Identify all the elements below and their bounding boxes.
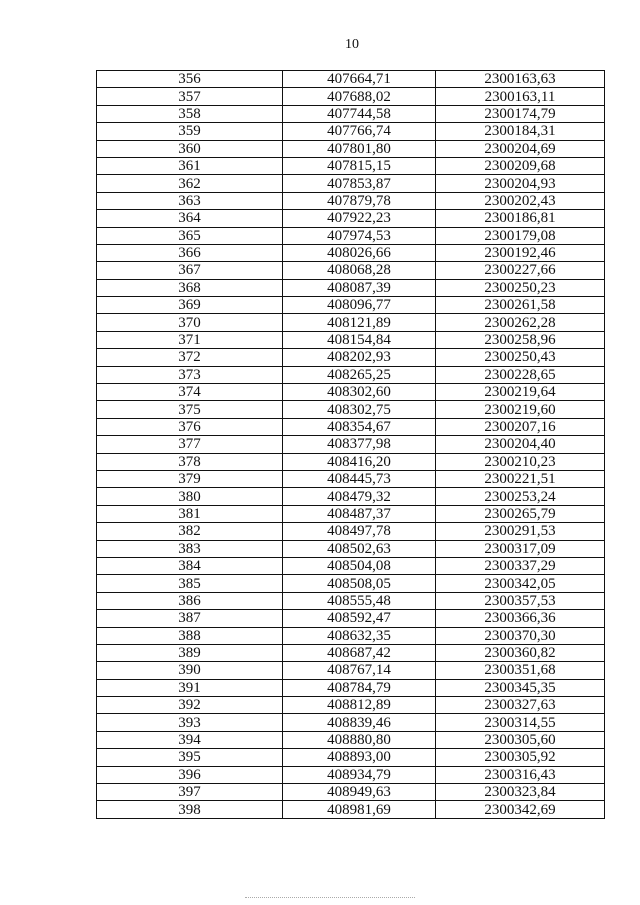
table-row [97, 697, 605, 714]
table-row [97, 557, 605, 574]
x-coordinate-cell: 408504,08 [283, 557, 436, 574]
table-row [97, 592, 605, 609]
y-coordinate-cell: 2300207,16 [436, 418, 605, 435]
table-row [97, 470, 605, 487]
point-number-cell: 398 [97, 801, 283, 818]
point-number-cell: 360 [97, 140, 283, 157]
y-coordinate-cell: 2300316,43 [436, 766, 605, 783]
x-coordinate-cell: 408784,79 [283, 679, 436, 696]
x-coordinate-cell: 408154,84 [283, 331, 436, 348]
x-coordinate-cell: 407815,15 [283, 157, 436, 174]
x-coordinate-cell: 407801,80 [283, 140, 436, 157]
x-coordinate-cell: 408767,14 [283, 662, 436, 679]
point-number-cell: 386 [97, 592, 283, 609]
y-coordinate-cell: 2300261,58 [436, 297, 605, 314]
point-number-cell: 395 [97, 749, 283, 766]
point-number-cell: 368 [97, 279, 283, 296]
point-number-cell: 358 [97, 105, 283, 122]
y-coordinate-cell: 2300370,30 [436, 627, 605, 644]
x-coordinate-cell: 408121,89 [283, 314, 436, 331]
y-coordinate-cell: 2300305,92 [436, 749, 605, 766]
x-coordinate-cell: 408445,73 [283, 470, 436, 487]
table-row [97, 297, 605, 314]
point-number-cell: 396 [97, 766, 283, 783]
x-coordinate-cell: 408377,98 [283, 436, 436, 453]
point-number-cell: 390 [97, 662, 283, 679]
y-coordinate-cell: 2300327,63 [436, 697, 605, 714]
point-number-cell: 373 [97, 366, 283, 383]
y-coordinate-cell: 2300262,28 [436, 314, 605, 331]
y-coordinate-cell: 2300351,68 [436, 662, 605, 679]
table-row [97, 71, 605, 88]
x-coordinate-cell: 407664,71 [283, 71, 436, 88]
table-row [97, 210, 605, 227]
y-coordinate-cell: 2300184,31 [436, 123, 605, 140]
y-coordinate-cell: 2300204,93 [436, 175, 605, 192]
point-number-cell: 384 [97, 557, 283, 574]
x-coordinate-cell: 408202,93 [283, 349, 436, 366]
y-coordinate-cell: 2300323,84 [436, 784, 605, 801]
table-row [97, 540, 605, 557]
x-coordinate-cell: 408934,79 [283, 766, 436, 783]
point-number-cell: 397 [97, 784, 283, 801]
point-number-cell: 376 [97, 418, 283, 435]
x-coordinate-cell: 408893,00 [283, 749, 436, 766]
y-coordinate-cell: 2300357,53 [436, 592, 605, 609]
y-coordinate-cell: 2300265,79 [436, 505, 605, 522]
table-row [97, 801, 605, 818]
y-coordinate-cell: 2300204,40 [436, 436, 605, 453]
y-coordinate-cell: 2300337,29 [436, 557, 605, 574]
point-number-cell: 394 [97, 731, 283, 748]
table-row [97, 88, 605, 105]
table-row [97, 731, 605, 748]
table-row [97, 488, 605, 505]
x-coordinate-cell: 408949,63 [283, 784, 436, 801]
y-coordinate-cell: 2300163,63 [436, 71, 605, 88]
y-coordinate-cell: 2300186,81 [436, 210, 605, 227]
x-coordinate-cell: 407974,53 [283, 227, 436, 244]
coordinates-table [96, 70, 605, 819]
x-coordinate-cell: 407744,58 [283, 105, 436, 122]
point-number-cell: 379 [97, 470, 283, 487]
x-coordinate-cell: 408981,69 [283, 801, 436, 818]
table-row [97, 140, 605, 157]
y-coordinate-cell: 2300204,69 [436, 140, 605, 157]
table-row [97, 644, 605, 661]
x-coordinate-cell: 408502,63 [283, 540, 436, 557]
y-coordinate-cell: 2300179,08 [436, 227, 605, 244]
y-coordinate-cell: 2300227,66 [436, 262, 605, 279]
y-coordinate-cell: 2300305,60 [436, 731, 605, 748]
x-coordinate-cell: 407922,23 [283, 210, 436, 227]
point-number-cell: 362 [97, 175, 283, 192]
y-coordinate-cell: 2300210,23 [436, 453, 605, 470]
point-number-cell: 361 [97, 157, 283, 174]
point-number-cell: 359 [97, 123, 283, 140]
y-coordinate-cell: 2300366,36 [436, 610, 605, 627]
x-coordinate-cell: 408068,28 [283, 262, 436, 279]
x-coordinate-cell: 407688,02 [283, 88, 436, 105]
table-row [97, 123, 605, 140]
point-number-cell: 393 [97, 714, 283, 731]
point-number-cell: 381 [97, 505, 283, 522]
table-row [97, 610, 605, 627]
point-number-cell: 372 [97, 349, 283, 366]
y-coordinate-cell: 2300253,24 [436, 488, 605, 505]
table-row [97, 523, 605, 540]
point-number-cell: 369 [97, 297, 283, 314]
y-coordinate-cell: 2300345,35 [436, 679, 605, 696]
table-row [97, 157, 605, 174]
table-row [97, 175, 605, 192]
table-row [97, 314, 605, 331]
x-coordinate-cell: 407853,87 [283, 175, 436, 192]
table-row [97, 679, 605, 696]
point-number-cell: 375 [97, 401, 283, 418]
point-number-cell: 382 [97, 523, 283, 540]
point-number-cell: 377 [97, 436, 283, 453]
table-row [97, 436, 605, 453]
x-coordinate-cell: 408687,42 [283, 644, 436, 661]
point-number-cell: 371 [97, 331, 283, 348]
coordinates-table-body [97, 71, 605, 819]
x-coordinate-cell: 408302,60 [283, 384, 436, 401]
point-number-cell: 388 [97, 627, 283, 644]
x-coordinate-cell: 408880,80 [283, 731, 436, 748]
table-row [97, 349, 605, 366]
point-number-cell: 357 [97, 88, 283, 105]
table-row [97, 453, 605, 470]
table-row [97, 714, 605, 731]
y-coordinate-cell: 2300219,64 [436, 384, 605, 401]
table-row [97, 105, 605, 122]
y-coordinate-cell: 2300221,51 [436, 470, 605, 487]
y-coordinate-cell: 2300342,05 [436, 575, 605, 592]
table-row [97, 331, 605, 348]
point-number-cell: 364 [97, 210, 283, 227]
y-coordinate-cell: 2300314,55 [436, 714, 605, 731]
table-row [97, 244, 605, 261]
point-number-cell: 385 [97, 575, 283, 592]
y-coordinate-cell: 2300342,69 [436, 801, 605, 818]
y-coordinate-cell: 2300163,11 [436, 88, 605, 105]
x-coordinate-cell: 408265,25 [283, 366, 436, 383]
y-coordinate-cell: 2300250,43 [436, 349, 605, 366]
y-coordinate-cell: 2300360,82 [436, 644, 605, 661]
x-coordinate-cell: 407766,74 [283, 123, 436, 140]
point-number-cell: 389 [97, 644, 283, 661]
x-coordinate-cell: 408302,75 [283, 401, 436, 418]
point-number-cell: 392 [97, 697, 283, 714]
x-coordinate-cell: 408632,35 [283, 627, 436, 644]
y-coordinate-cell: 2300291,53 [436, 523, 605, 540]
y-coordinate-cell: 2300192,46 [436, 244, 605, 261]
x-coordinate-cell: 408497,78 [283, 523, 436, 540]
x-coordinate-cell: 408479,32 [283, 488, 436, 505]
y-coordinate-cell: 2300202,43 [436, 192, 605, 209]
x-coordinate-cell: 408839,46 [283, 714, 436, 731]
y-coordinate-cell: 2300317,09 [436, 540, 605, 557]
point-number-cell: 374 [97, 384, 283, 401]
scan-artifact [245, 897, 415, 901]
x-coordinate-cell: 408508,05 [283, 575, 436, 592]
x-coordinate-cell: 408812,89 [283, 697, 436, 714]
x-coordinate-cell: 408026,66 [283, 244, 436, 261]
y-coordinate-cell: 2300219,60 [436, 401, 605, 418]
point-number-cell: 366 [97, 244, 283, 261]
point-number-cell: 378 [97, 453, 283, 470]
point-number-cell: 387 [97, 610, 283, 627]
point-number-cell: 365 [97, 227, 283, 244]
table-row [97, 749, 605, 766]
y-coordinate-cell: 2300174,79 [436, 105, 605, 122]
x-coordinate-cell: 408354,67 [283, 418, 436, 435]
point-number-cell: 363 [97, 192, 283, 209]
x-coordinate-cell: 408592,47 [283, 610, 436, 627]
table-row [97, 766, 605, 783]
point-number-cell: 356 [97, 71, 283, 88]
point-number-cell: 367 [97, 262, 283, 279]
table-row [97, 384, 605, 401]
table-row [97, 662, 605, 679]
table-row [97, 227, 605, 244]
table-row [97, 627, 605, 644]
table-row [97, 279, 605, 296]
table-row [97, 192, 605, 209]
page-number: 10 [345, 37, 359, 52]
point-number-cell: 380 [97, 488, 283, 505]
table-row [97, 418, 605, 435]
x-coordinate-cell: 408555,48 [283, 592, 436, 609]
x-coordinate-cell: 408487,37 [283, 505, 436, 522]
y-coordinate-cell: 2300258,96 [436, 331, 605, 348]
table-row [97, 366, 605, 383]
y-coordinate-cell: 2300250,23 [436, 279, 605, 296]
table-row [97, 505, 605, 522]
x-coordinate-cell: 407879,78 [283, 192, 436, 209]
x-coordinate-cell: 408096,77 [283, 297, 436, 314]
table-row [97, 401, 605, 418]
x-coordinate-cell: 408087,39 [283, 279, 436, 296]
y-coordinate-cell: 2300209,68 [436, 157, 605, 174]
y-coordinate-cell: 2300228,65 [436, 366, 605, 383]
point-number-cell: 383 [97, 540, 283, 557]
x-coordinate-cell: 408416,20 [283, 453, 436, 470]
point-number-cell: 370 [97, 314, 283, 331]
table-row [97, 575, 605, 592]
table-row [97, 262, 605, 279]
point-number-cell: 391 [97, 679, 283, 696]
table-row [97, 784, 605, 801]
